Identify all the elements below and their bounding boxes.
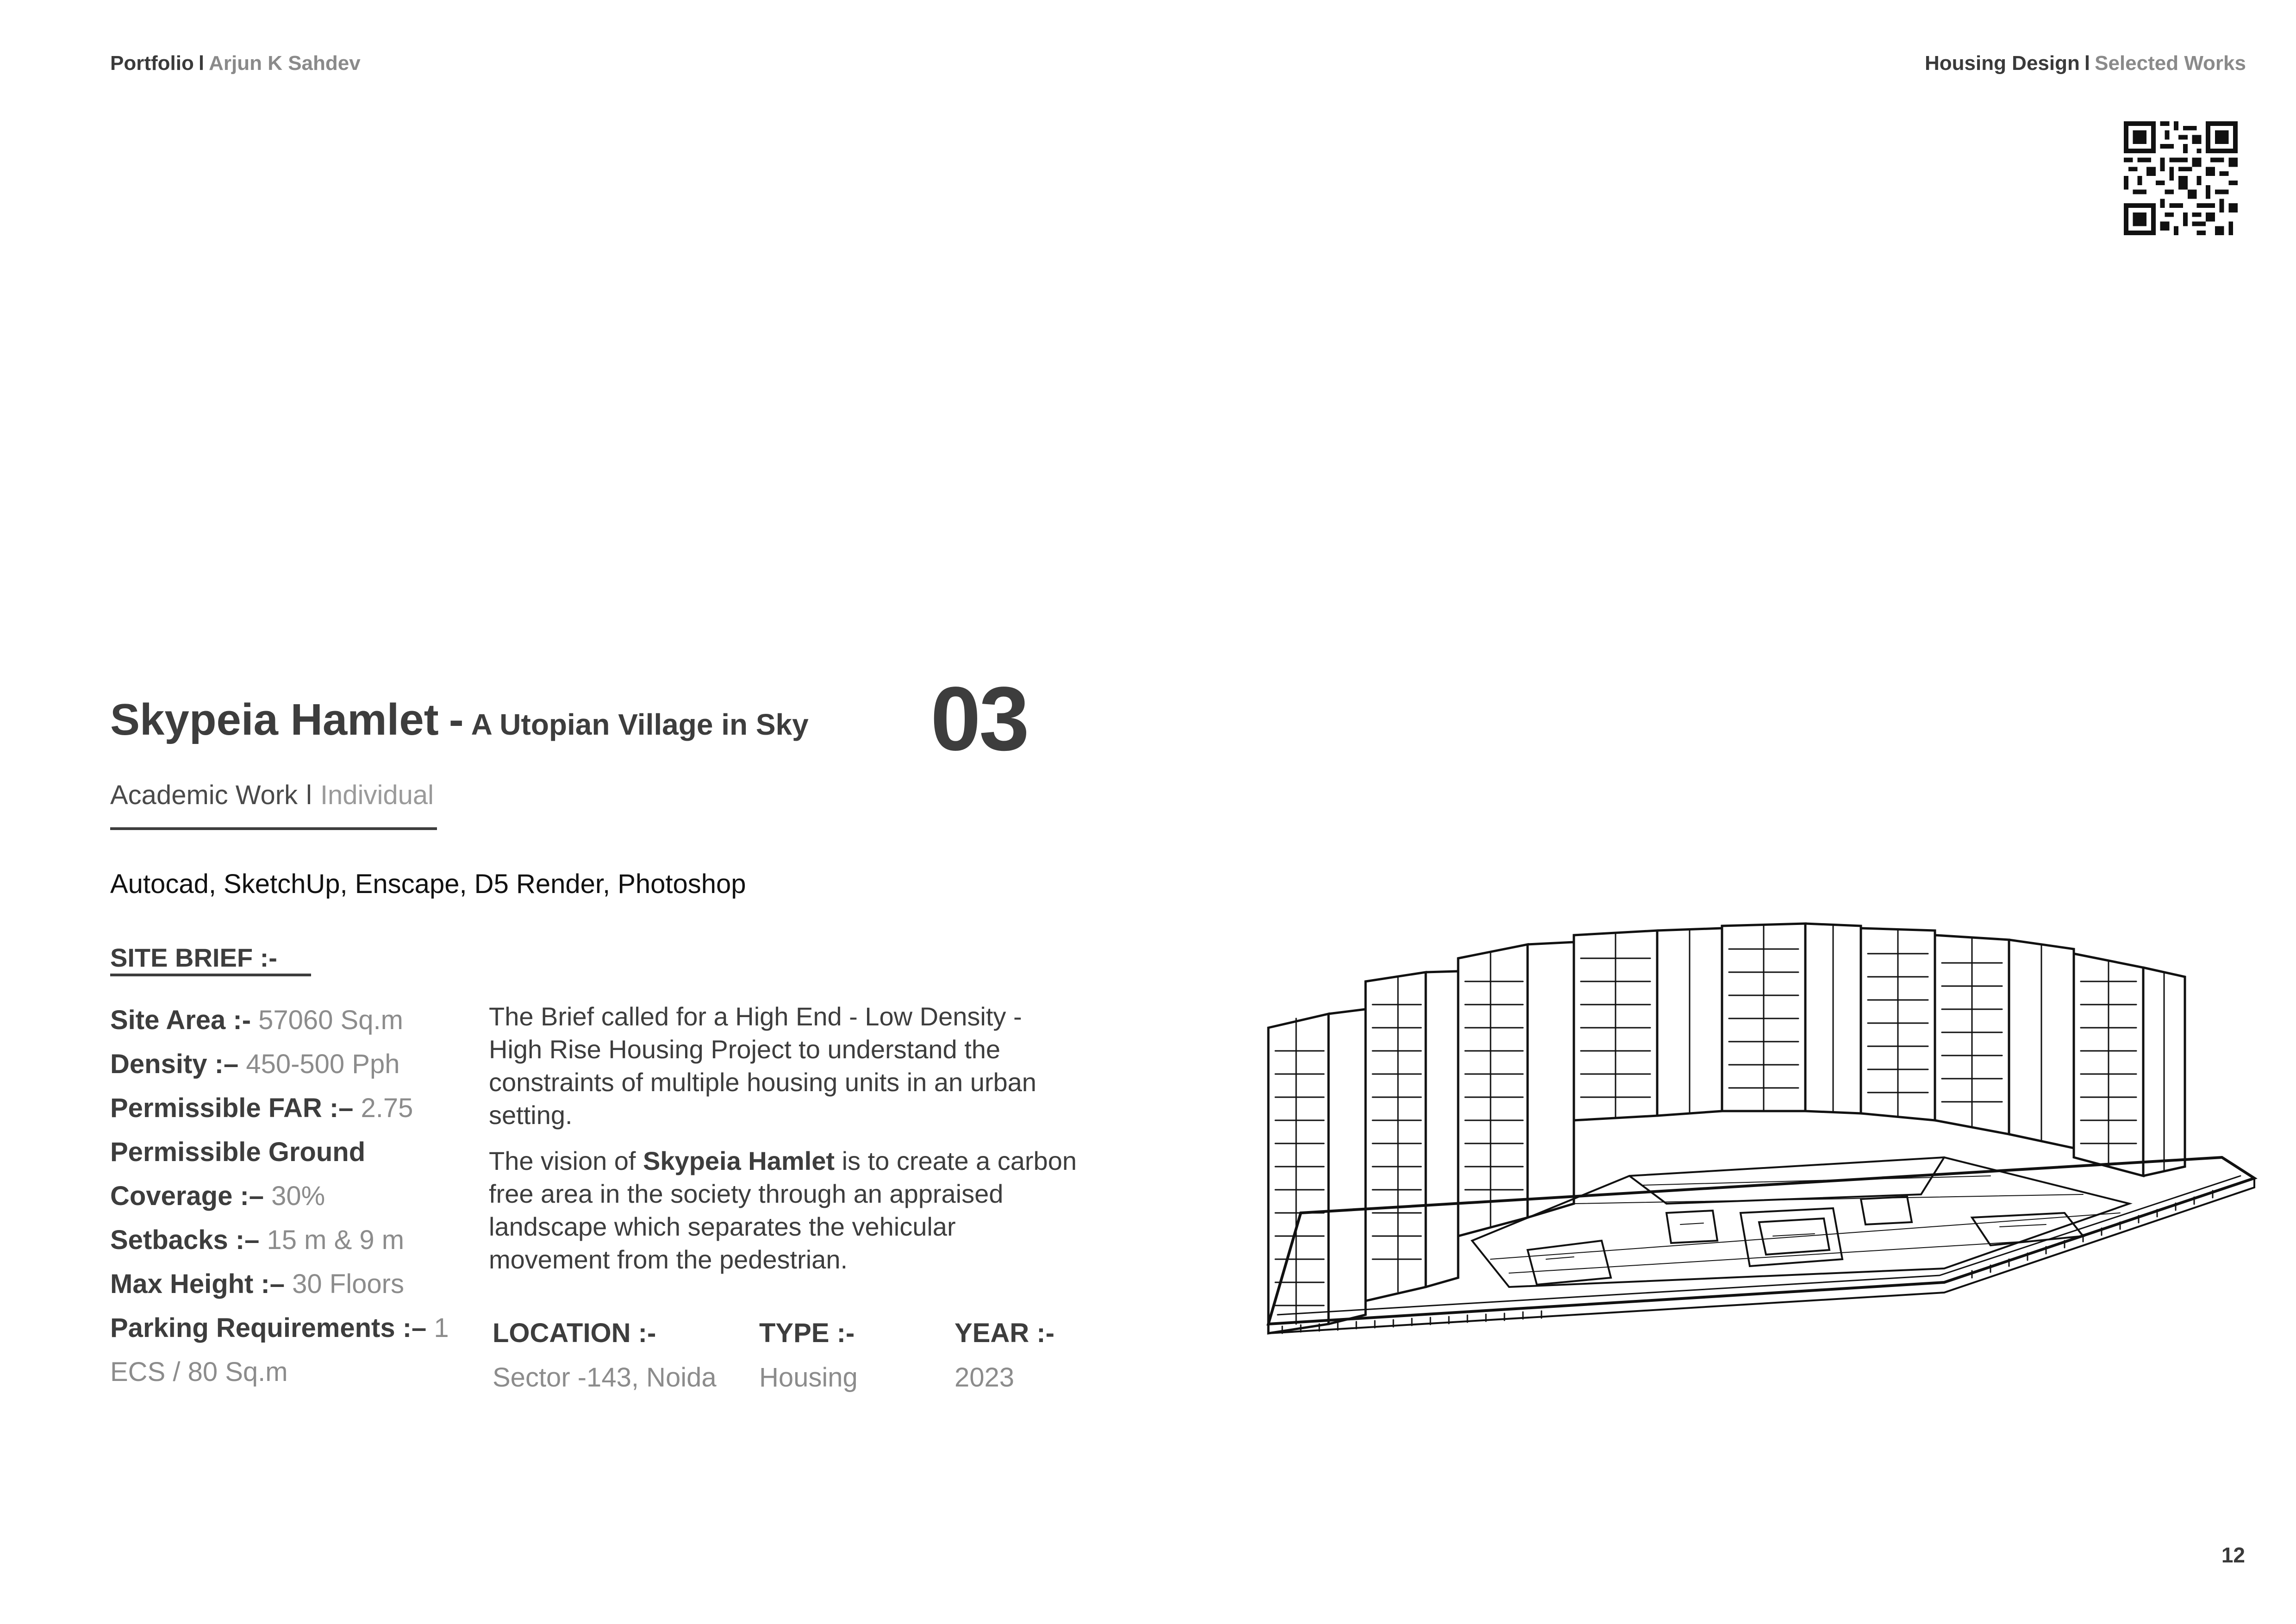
year-value: 2023: [955, 1362, 1015, 1393]
site-brief-item: [110, 1306, 453, 1350]
description-text: The vision of: [489, 1146, 643, 1175]
site-brief-item: [110, 1218, 453, 1262]
spec-key: Coverage :–: [110, 1181, 264, 1211]
section-label: Housing Design: [1924, 52, 2080, 75]
spec-key: Permissible Ground: [110, 1137, 366, 1167]
site-brief-item: [110, 1130, 453, 1174]
location-block: [493, 1311, 717, 1400]
work-mode: Individual: [320, 780, 434, 810]
project-subtitle: A Utopian Village in Sky: [471, 708, 809, 741]
year-label: YEAR :-: [955, 1318, 1054, 1348]
header-separator: l: [2084, 52, 2090, 75]
spec-key: Site Area :-: [110, 1005, 251, 1035]
spec-key: Setbacks :–: [110, 1225, 260, 1255]
site-brief-item: [110, 1262, 453, 1306]
work-separator: l: [306, 780, 312, 810]
site-brief-item: [110, 1350, 453, 1394]
section-sub-label: Selected Works: [2095, 52, 2246, 75]
header-separator: l: [198, 52, 205, 75]
spec-key: Permissible FAR :–: [110, 1093, 354, 1123]
site-brief-item: [110, 1174, 453, 1218]
divider: [110, 974, 311, 976]
location-label: LOCATION :-: [493, 1318, 656, 1348]
site-brief-item: [110, 998, 453, 1042]
spec-value: ECS / 80 Sq.m: [110, 1357, 288, 1387]
author-name: Arjun K Sahdev: [209, 52, 361, 75]
spec-value: 30%: [264, 1181, 325, 1211]
description-emphasis: Skypeia Hamlet: [643, 1146, 835, 1175]
spec-value: 450-500 Pph: [238, 1049, 400, 1079]
spec-value: 1: [426, 1313, 449, 1343]
project-title: Skypeia Hamlet: [110, 695, 439, 744]
site-brief-item: [110, 1086, 453, 1130]
spec-key: Parking Requirements :–: [110, 1313, 427, 1343]
year-block: [955, 1311, 1054, 1400]
type-block: [759, 1311, 858, 1400]
spec-key: Max Height :–: [110, 1269, 285, 1299]
work-type-line: [110, 780, 434, 811]
project-description: [489, 1000, 1077, 1289]
spec-key: Density :–: [110, 1049, 239, 1079]
spec-value: 57060 Sq.m: [251, 1005, 403, 1035]
work-type: Academic Work: [110, 780, 298, 810]
project-title-row: [110, 694, 809, 745]
type-value: Housing: [759, 1362, 858, 1393]
qr-code-icon[interactable]: [2124, 121, 2238, 235]
type-label: TYPE :-: [759, 1318, 855, 1348]
header-right: [1925, 52, 2246, 75]
title-dash: -: [449, 695, 464, 744]
page-number: 12: [2221, 1543, 2245, 1567]
portfolio-label: Portfolio: [110, 52, 194, 75]
spec-value: 15 m & 9 m: [259, 1225, 405, 1255]
spec-value: 30 Floors: [285, 1269, 404, 1299]
site-brief-heading: SITE BRIEF :-: [110, 943, 277, 972]
spec-value: 2.75: [353, 1093, 413, 1123]
housing-axonometric-sketch: [1250, 917, 2259, 1352]
location-value: Sector -143, Noida: [493, 1362, 717, 1393]
header-left: [110, 52, 361, 75]
site-brief-item: [110, 1042, 453, 1086]
software-list: Autocad, SketchUp, Enscape, D5 Render, Photoshop: [110, 869, 746, 899]
divider: [110, 827, 437, 830]
site-brief-list: [110, 998, 453, 1394]
description-text: is to create a carbon free area in the society through an appraised landscape which separates the vehicular movement from the pedestrian.: [489, 1146, 1077, 1274]
description-paragraph: [489, 1144, 1077, 1276]
project-number: 03: [930, 668, 1028, 769]
description-paragraph: The Brief called for a High End - Low Density - High Rise Housing Project to understand the constraints of multiple housing units in an urban setting.: [489, 1002, 1036, 1130]
